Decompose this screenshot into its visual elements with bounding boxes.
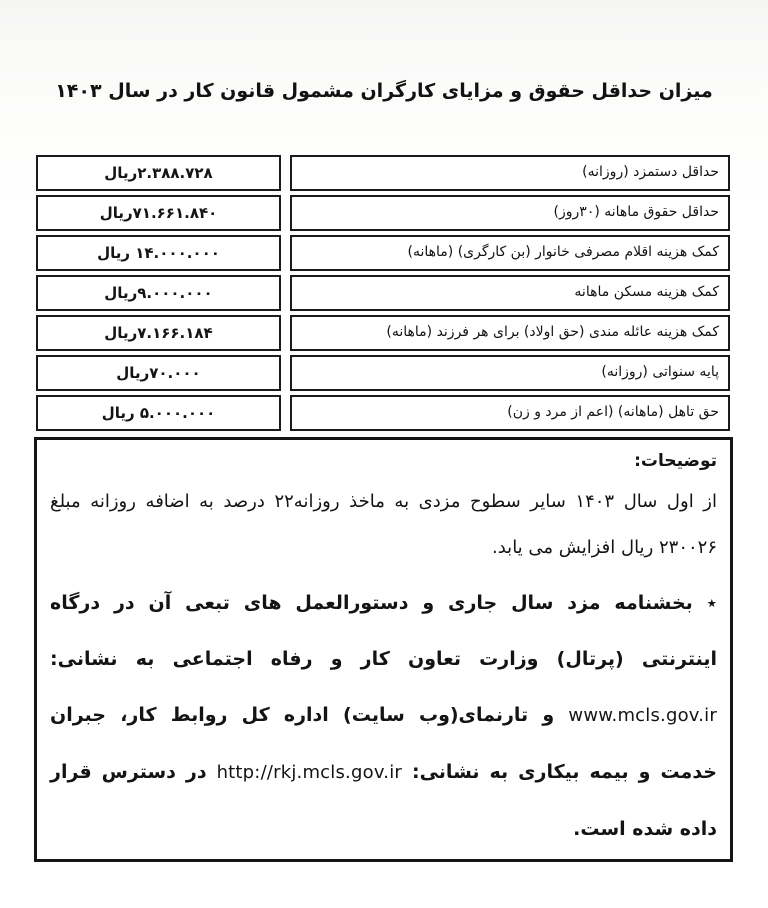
circular-text-middle: و تارنمای(وب سایت) اداره کل روابط کار، جبران خدمت و بیمه بیکاری به نشانی: <box>50 704 717 783</box>
row-value: ۱۴.۰۰۰.۰۰۰ ریال <box>36 235 281 271</box>
row-label: حق تاهل (ماهانه) (اعم از مرد و زن) <box>290 395 730 431</box>
row-label: کمک هزینه اقلام مصرفی خانوار (بن کارگری) (ماهانه) <box>290 235 730 271</box>
row-label: کمک هزینه مسکن ماهانه <box>290 275 730 311</box>
notes-paragraph-increase: از اول سال ۱۴۰۳ سایر سطوح مزدی به ماخذ روزانه۲۲ درصد به اضافه روزانه مبلغ ۲۳۰۰۲۶ ریال افزایش می یابد. <box>50 491 717 558</box>
mcls-portal-url: www.mcls.gov.ir <box>568 705 717 726</box>
notes-paragraph-circular <box>50 575 717 857</box>
row-label: حداقل حقوق ماهانه (۳۰روز) <box>290 195 730 231</box>
table-row <box>36 275 730 311</box>
table-row <box>36 315 730 351</box>
rkj-site-url: http://rkj.mcls.gov.ir <box>216 762 402 783</box>
row-value: ۷۰.۰۰۰ریال <box>36 355 281 391</box>
circular-text-prefix: ٭ بخشنامه مزد سال جاری و دستورالعمل های تبعی آن در درگاه اینترنتی (پرتال) وزارت تعاون کار و رفاه اجتماعی به نشانی: <box>50 592 717 670</box>
row-value: ۵.۰۰۰.۰۰۰ ریال <box>36 395 281 431</box>
table-row <box>36 395 730 431</box>
notes-box <box>34 437 733 862</box>
row-label: پایه سنواتی (روزانه) <box>290 355 730 391</box>
table-row <box>36 235 730 271</box>
table-row <box>36 155 730 191</box>
circular-text-suffix: در دسترس قرار داده شده است. <box>50 761 717 840</box>
row-value: ۷۱.۶۶۱.۸۴۰ریال <box>36 195 281 231</box>
row-label: کمک هزینه عائله مندی (حق اولاد) برای هر فرزند (ماهانه) <box>290 315 730 351</box>
table-row <box>36 355 730 391</box>
notes-heading: توضیحات: <box>634 451 717 471</box>
table-row <box>36 195 730 231</box>
row-value: ۷.۱۶۶.۱۸۴ریال <box>36 315 281 351</box>
row-value: ۲.۳۸۸.۷۲۸ریال <box>36 155 281 191</box>
row-value: ۹.۰۰۰.۰۰۰ریال <box>36 275 281 311</box>
page-title: میزان حداقل حقوق و مزایای کارگران مشمول قانون کار در سال ۱۴۰۳ <box>55 80 713 102</box>
row-label: حداقل دستمزد (روزانه) <box>290 155 730 191</box>
wage-table <box>36 155 730 431</box>
